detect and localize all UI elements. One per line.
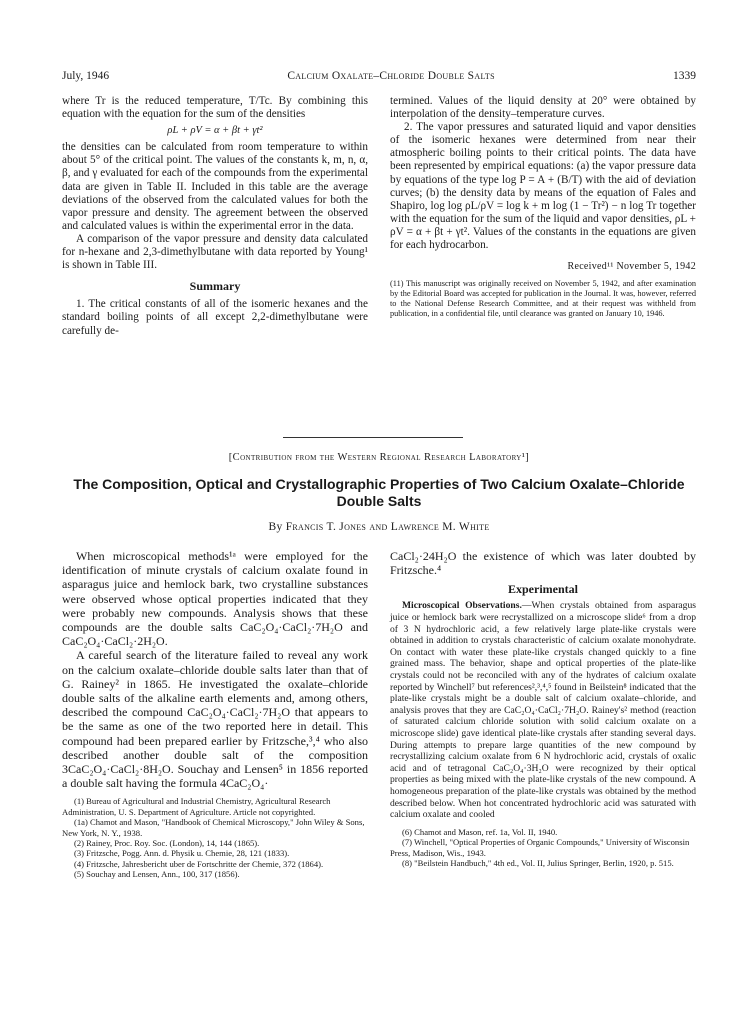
footnote-11: (11) This manuscript was originally received on November 5, 1942, and after examination by the Editorial Board was accepted for publication in the Journal. It was, however, referred to the National Defense Research Committee, and at their request was withheld from publication, in a confidential file, until clearance was granted on January 10, 1946. xyxy=(390,279,696,319)
summary-heading: Summary xyxy=(189,279,241,294)
top-right-column xyxy=(390,95,696,338)
footnote: (3) Fritzsche, Pogg. Ann. d. Physik u. Chemie, 28, 121 (1833). xyxy=(74,848,290,859)
footnote: (7) Winchell, "Optical Properties of Organic Compounds," University of Wisconsin Press, Madison, Wis., 1943. xyxy=(390,837,690,858)
footnote: (1) Bureau of Agricultural and Industrial Chemistry, Agricultural Research Administration, U. S. Department of Agriculture. Article not copyrighted. xyxy=(62,796,331,817)
header-date: July, 1946 xyxy=(62,70,110,82)
paragraph: 2. The vapor pressures and saturated liquid and vapor densities of the isomeric hexanes were determined from near their atmospheric boiling points to their critical points. The data have been represented by empirical equations: (a) the vapor pressure data by equations of the type log P = A + (B/T) with the aid of deviation curves; (b) the density data by means of the equation of Fales and Shapiro, log log ρL/ρV = log k + m log (1 − Tr²) − n log Tr together with the equation for the sum of the liquid and vapor densities, ρL + ρV = α + βt + γt². Values of the constants in the equations are given for each hydrocarbon. xyxy=(390,121,696,252)
subsection-label: Microscopical Observations. xyxy=(402,600,522,612)
paragraph: the densities can be calculated from room temperature to within about 5° of the critical point. The values of the constants k, m, n, α, β, and γ evaluated for each of the compounds from the experimental data are given in Table II. Included in this table are the average deviations of the observed from the calculated values for both the vapor pressure and density. The agreement between the observed and calculated values is within the experimental error in the data. xyxy=(62,141,368,232)
author-names: Francis T. Jones and Lawrence M. White xyxy=(285,521,490,533)
paragraph: where Tr is the reduced temperature, T/Tc. By combining this equation with the equation for the sum of the densities xyxy=(62,95,368,121)
paragraph: When microscopical methods¹ᵃ were employed for the identification of minute crystals of calcium oxalate found in asparagus juice and hemlock bark, two crystalline substances were observed whose optical properties indicated that they were probably new compounds. Analysis shows that these compounds are the double salts CaC₂O₄·CaCl₂·7H₂O and CaC₂O₄·CaCl₂·2H₂O. xyxy=(62,549,368,649)
author-line xyxy=(62,521,696,533)
paragraph: termined. Values of the liquid density at 20° were obtained by interpolation of the density–temperature curves. xyxy=(390,95,696,121)
paragraph: 1. The critical constants of all of the isomeric hexanes and the standard boiling points of all except 2,2-dimethylbutane were carefully de- xyxy=(62,298,368,337)
density-sum-equation: ρL + ρV = α + βt + γt² xyxy=(167,125,263,137)
header-title: Calcium Oxalate–Chloride Double Salts xyxy=(287,70,495,82)
footnotes-left xyxy=(62,796,368,879)
contribution-line: [Contribution from the Western Regional Research Laboratory¹] xyxy=(228,452,530,463)
footnote: (4) Fritzsche, Jahresbericht uber de Fortschritte der Chemie, 372 (1864). xyxy=(74,858,324,869)
article-columns xyxy=(62,549,696,880)
footnote: (5) Souchay and Lensen, Ann., 100, 317 (1856). xyxy=(74,869,240,880)
footnote: (1a) Chamot and Mason, "Handbook of Chemical Microscopy," John Wiley & Sons, New York, N. Y., 1938. xyxy=(62,817,365,838)
section-divider xyxy=(283,437,463,438)
paragraph: CaCl₂·24H₂O the existence of which was later doubted by Fritzsche.⁴ xyxy=(390,549,696,578)
paragraph: —When crystals obtained from asparagus juice or hemlock bark were recrystallized on a microscope slide⁶ from a drop of 3 N hydrochloric acid, a few relatively large plate-like crystals were obtained in addition to crystals characteristic of calcium oxalate monohydrate. On contact with water these plate-like crystals changed quickly to a fine grained mass. The behavior, shape and optical properties of the plate-like crystals could not be reconciled with any of the hydrates of calcium oxalate reported by Winchell⁷ but references²,³,⁴,⁵ found in Beilstein⁸ indicated that the plate-like crystals might be a double salt of calcium oxalate–chloride, and analysis proves that they are CaC₂O₄·CaCl₂·7H₂O. Rainey's² method (reaction of saturated calcium chloride solution with solid calcium oxalate on a microscope slide) gave identical plate-like crystals after standing several days. During attempts to prepare large quantities of the new compound by recrystallizing calcium oxalate from 6 N hydrochloric acid, crystals of oxalic acid and of tetragonal CaC₂O₄·3H₂O were recognized by their optical properties as being mixed with the plate-like crystals of the new compound. A homogeneous preparation of the plate-like crystals was obtained by the method described below. When hot concentrated hydrochloric acid was saturated with calcium oxalate and cooled xyxy=(390,600,696,821)
bottom-left-column xyxy=(62,549,368,880)
running-header xyxy=(62,70,696,82)
top-left-column xyxy=(62,95,368,338)
paragraph: A careful search of the literature failed to reveal any work on the calcium oxalate–chloride double salts later than that of G. Rainey² in 1865. He investigated the oxalate–chloride double salts of the alkaline earth elements and, among others, described the compound CaC₂O₄·CaCl₂·7H₂O that appears to be the same as one of the two reported here in detail. This compound had been prepared earlier by Fritzsche,³,⁴ who also described another double salt of the composition 3CaC₂O₄·CaCl₂·8H₂O. Souchay and Lensen⁵ in 1856 reported a double salt having the formula 4CaC₂O₄· xyxy=(62,648,368,791)
experimental-text xyxy=(390,600,696,820)
by-label: By xyxy=(268,521,283,533)
article-title: The Composition, Optical and Crystallographic Properties of Two Calcium Oxalate–Chloride Double Salts xyxy=(73,476,685,509)
footnotes-right xyxy=(390,827,696,869)
paragraph: A comparison of the vapor pressure and density data calculated for n-hexane and 2,3-dimethylbutane with data reported by Young¹ is shown in Table III. xyxy=(62,232,368,272)
footnote: (6) Chamot and Mason, ref. 1a, Vol. II, 1940. xyxy=(402,826,558,837)
header-page-number: 1339 xyxy=(673,70,696,82)
bottom-right-column xyxy=(390,549,696,880)
experimental-heading: Experimental xyxy=(508,582,578,597)
previous-article-columns xyxy=(62,95,696,338)
footnote: (8) "Beilstein Handbuch," 4th ed., Vol. II, Julius Springer, Berlin, 1920, p. 515. xyxy=(402,857,674,868)
received-date: Received¹¹ November 5, 1942 xyxy=(567,261,696,273)
footnote: (2) Rainey, Proc. Roy. Soc. (London), 14, 144 (1865). xyxy=(74,838,260,849)
